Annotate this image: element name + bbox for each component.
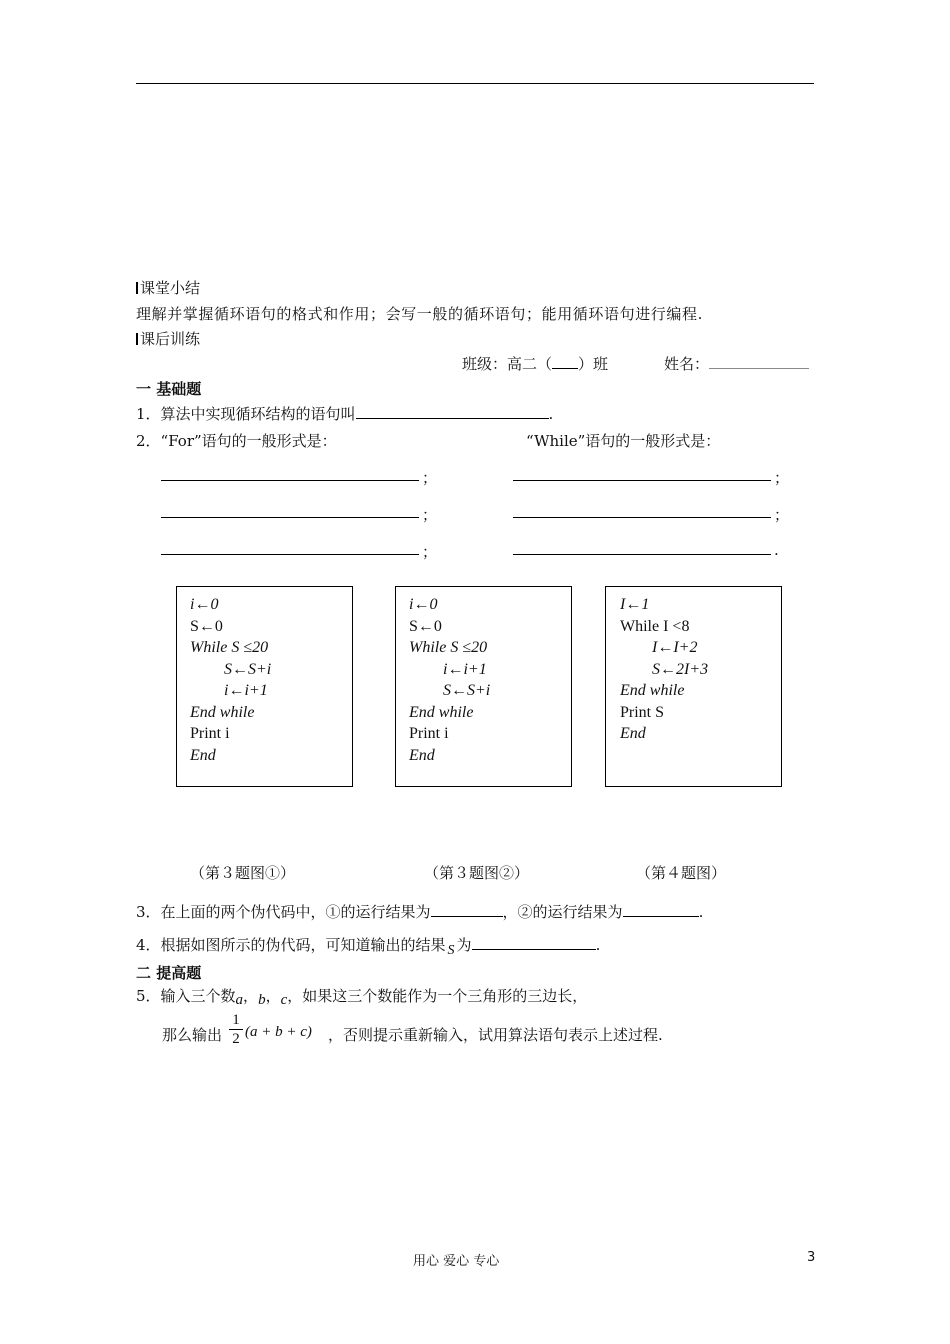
var-b: b — [258, 992, 266, 1008]
code-line: i←0 — [190, 596, 219, 613]
caption-fig-3-1: （第３题图①） — [190, 864, 296, 882]
code-line: End — [409, 746, 435, 764]
summary-heading: 课堂小结 — [136, 277, 200, 298]
question-1: 1．算法中实现循环结构的语句叫 . — [136, 405, 554, 423]
code-line: S←S+i — [224, 660, 272, 678]
code-box-1-content — [190, 594, 271, 766]
fraction-numerator: 1 — [232, 1012, 240, 1028]
semicolon: ； — [774, 506, 790, 524]
code-line: i←i+1 — [224, 682, 268, 699]
section2-title: 二 提高题 — [136, 964, 202, 982]
fraction-denominator: 2 — [232, 1031, 240, 1047]
code-line: End while — [620, 682, 685, 699]
var-s: S — [447, 943, 455, 958]
code-line: S←S+i — [443, 682, 491, 699]
bullet-mark — [136, 282, 138, 294]
q3-answer-blank-1[interactable] — [431, 902, 503, 917]
question-2-while: “While”语句的一般形式是： — [526, 432, 721, 450]
code-line: S←0 — [409, 617, 442, 635]
footer-motto: 用心 爱心 专心 — [413, 1254, 500, 1269]
page-number: 3 — [807, 1250, 816, 1265]
caption-fig-4: （第４题图） — [636, 864, 727, 882]
code-line: S←0 — [190, 617, 223, 635]
summary-text: 理解并掌握循环语句的格式和作用；会写一般的循环语句；能用循环语句进行编程. — [136, 305, 703, 323]
name-blank[interactable] — [709, 354, 809, 369]
code-line: While S ≤20 — [190, 639, 269, 656]
semicolon: ； — [422, 469, 438, 487]
code-line: Print i — [409, 725, 449, 742]
fraction-one-half — [229, 1012, 243, 1047]
code-line: S←2I+3 — [652, 660, 709, 678]
question-5-rest: ，否则提示重新输入，试用算法语句表示上述过程. — [328, 1026, 663, 1044]
fraction-expression: (a + b + c) — [245, 1024, 312, 1040]
while-answer-line-2[interactable] — [513, 517, 771, 518]
period: . — [774, 541, 779, 559]
code-box-2-content — [409, 594, 490, 766]
code-line: I←1 — [620, 596, 650, 613]
for-answer-line-1[interactable] — [161, 480, 419, 481]
class-blank[interactable] — [552, 354, 578, 369]
fraction-bar — [229, 1029, 243, 1030]
bullet-mark — [136, 333, 138, 345]
semicolon: ； — [774, 469, 790, 487]
code-line: End — [190, 746, 216, 764]
question-3: 3．在上面的两个伪代码中，①的运行结果为 ，②的运行结果为 . — [136, 903, 704, 921]
caption-fig-3-2: （第３题图②） — [424, 864, 530, 882]
code-line: End while — [190, 703, 255, 721]
for-answer-line-3[interactable] — [161, 554, 419, 555]
q1-answer-blank[interactable] — [356, 404, 549, 419]
code-box-3-content — [620, 594, 708, 745]
question-4: 4．根据如图所示的伪代码，可知道输出的结果 S 为 . — [136, 936, 601, 958]
q3-answer-blank-2[interactable] — [623, 902, 699, 917]
semicolon: ； — [422, 543, 438, 561]
code-line: i←0 — [409, 596, 438, 613]
semicolon: ； — [422, 506, 438, 524]
code-line: End — [620, 725, 646, 742]
code-line: While S ≤20 — [409, 639, 488, 656]
header-rule — [136, 83, 814, 84]
practice-heading: 课后训练 — [136, 328, 200, 349]
while-answer-line-3[interactable] — [513, 554, 771, 555]
section1-title: 一 基础题 — [136, 380, 202, 398]
question-5: 5．输入三个数a，b，c，如果这三个数能作为一个三角形的三边长， — [136, 987, 588, 1008]
code-line: Print S — [620, 703, 665, 721]
code-line: I←I+2 — [652, 639, 698, 656]
code-line: While I <8 — [620, 617, 690, 635]
q4-answer-blank[interactable] — [472, 935, 596, 950]
var-c: c — [280, 992, 288, 1008]
while-answer-line-1[interactable] — [513, 480, 771, 481]
class-field: 班级：高二（ ）班 — [462, 355, 609, 373]
question-2: 2．“For”语句的一般形式是： — [136, 432, 337, 450]
question-5-output-label: 那么输出 — [162, 1026, 223, 1044]
code-line: Print i — [190, 725, 230, 742]
code-line: i←i+1 — [443, 660, 487, 678]
for-answer-line-2[interactable] — [161, 517, 419, 518]
name-field: 姓名： — [664, 353, 809, 374]
var-a: a — [235, 992, 244, 1008]
code-line: End while — [409, 703, 474, 721]
